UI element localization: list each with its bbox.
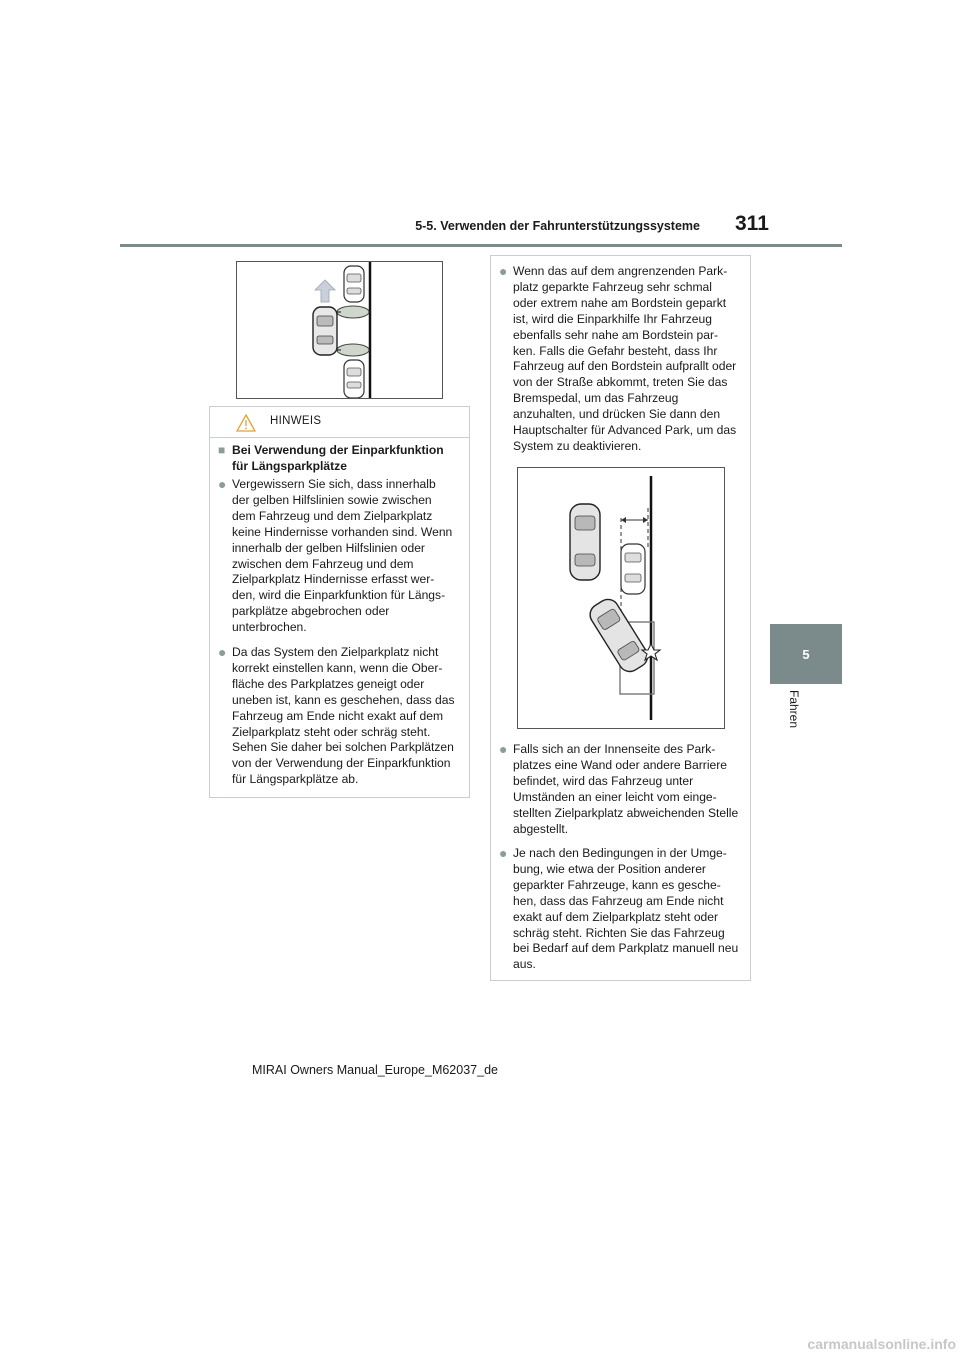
notice-bullet-text: Vergewissern Sie sich, dass innerhalb der gelben Hilfslinien sowie zwischen dem Fahrzeug und dem Zielparkplatz keine Hindernisse vorhanden sind. Wenn innerhalb der gelben Hilfslinien oder zwischen dem Fahrzeug und dem Zielparkplatz Hindernisse erfasst wer-den, wird die Einparkfunktion für Längs-parkplätze abgebrochen oder unterbrochen. bbox=[232, 477, 453, 635]
notice-bullet-1 bbox=[218, 477, 456, 636]
round-bullet-icon: ● bbox=[499, 741, 508, 757]
chapter-number: 5 bbox=[802, 646, 810, 662]
page-number: 311 bbox=[735, 212, 769, 235]
footer-doc-id: MIRAI Owners Manual_Europe_M62037_de bbox=[252, 1063, 498, 1077]
round-bullet-icon: ● bbox=[218, 644, 227, 660]
notice-label: HINWEIS bbox=[270, 415, 322, 427]
chapter-label: Fahren bbox=[787, 690, 801, 729]
parking-illustration-1 bbox=[236, 261, 443, 399]
info-bullet-text: Wenn das auf dem angrenzenden Park-platz geparkte Fahrzeug sehr schmal oder extrem nahe am Bordstein geparkt ist, wird die Einparkhilfe Ihr Fahrzeug ebenfalls sehr nahe am Bordstein par-ken. Falls die Gefahr besteht, dass Ihr Fahrzeug auf den Bordstein aufprallt oder von der Straße abkommt, treten Sie das Bremspedal, um das Fahrzeug anzuhalten, und drücken Sie dann den Hauptschalter für Advanced Park, um das System zu deaktivieren. bbox=[513, 264, 737, 453]
section-title: 5-5. Verwenden der Fahrunterstützungssysteme bbox=[415, 219, 700, 233]
info-bullet-top bbox=[499, 264, 739, 455]
parked-car-front-icon bbox=[344, 266, 364, 302]
notice-bullet-text: Da das System den Zielparkplatz nicht korrekt einstellen kann, wenn die Ober-fläche des Parkplatzes geneigt oder uneben ist, kann es geschehen, dass das Fahrzeug am Ende nicht exakt auf dem Zielparkplatz steht oder schräg steht. Sehen Sie daher bei solchen Parkplätzen von der Verwendung der Einparkfunktion für Längsparkplätze ab. bbox=[232, 645, 455, 787]
round-bullet-icon: ● bbox=[499, 263, 508, 279]
notice-bullet-2 bbox=[218, 645, 456, 788]
info-bullet-text: Falls sich an der Innenseite des Park-platzes eine Wand oder andere Barriere befindet, wird das Fahrzeug unter Umständen an einer leicht vom einge-stellten Zielparkplatz abweichenden Stelle abgestellt. bbox=[513, 742, 739, 836]
notice-heading: Bei Verwendung der Einparkfunktion für Längsparkplätze bbox=[232, 443, 444, 473]
parked-car-left-icon bbox=[570, 504, 600, 580]
info-bullet-3 bbox=[499, 846, 739, 973]
own-vehicle-icon bbox=[313, 307, 337, 355]
warning-triangle-icon bbox=[236, 414, 256, 432]
own-vehicle-icon bbox=[586, 595, 652, 675]
notice-header bbox=[210, 407, 469, 438]
info-bullet-2 bbox=[499, 742, 739, 837]
parking-diagram-1 bbox=[237, 262, 442, 398]
round-bullet-icon: ● bbox=[499, 845, 508, 861]
square-bullet-icon: ■ bbox=[218, 443, 226, 457]
parking-illustration-2 bbox=[517, 467, 725, 729]
round-bullet-icon: ● bbox=[218, 476, 227, 492]
direction-arrow-icon bbox=[315, 280, 335, 302]
chapter-tab[interactable] bbox=[770, 624, 842, 684]
watermark: carmanualsonline.info bbox=[807, 1336, 956, 1352]
parking-diagram-2 bbox=[518, 468, 724, 728]
info-bullet-text: Je nach den Bedingungen in der Umge-bung, wie etwa der Position anderer geparkter Fahrzeuge, kann es gesche-hen, dass das Fahrzeug am Ende nicht exakt auf dem Zielparkplatz steht oder schräg steht. Richten Sie das Fahrzeug bei Bedarf auf dem Parkplatz manuell neu aus. bbox=[513, 846, 739, 972]
header-rule bbox=[120, 244, 842, 247]
notice-heading-row bbox=[218, 443, 462, 475]
narrow-parked-car-icon bbox=[621, 544, 645, 594]
parked-car-rear-icon bbox=[344, 360, 364, 398]
notice-panel bbox=[209, 406, 470, 798]
